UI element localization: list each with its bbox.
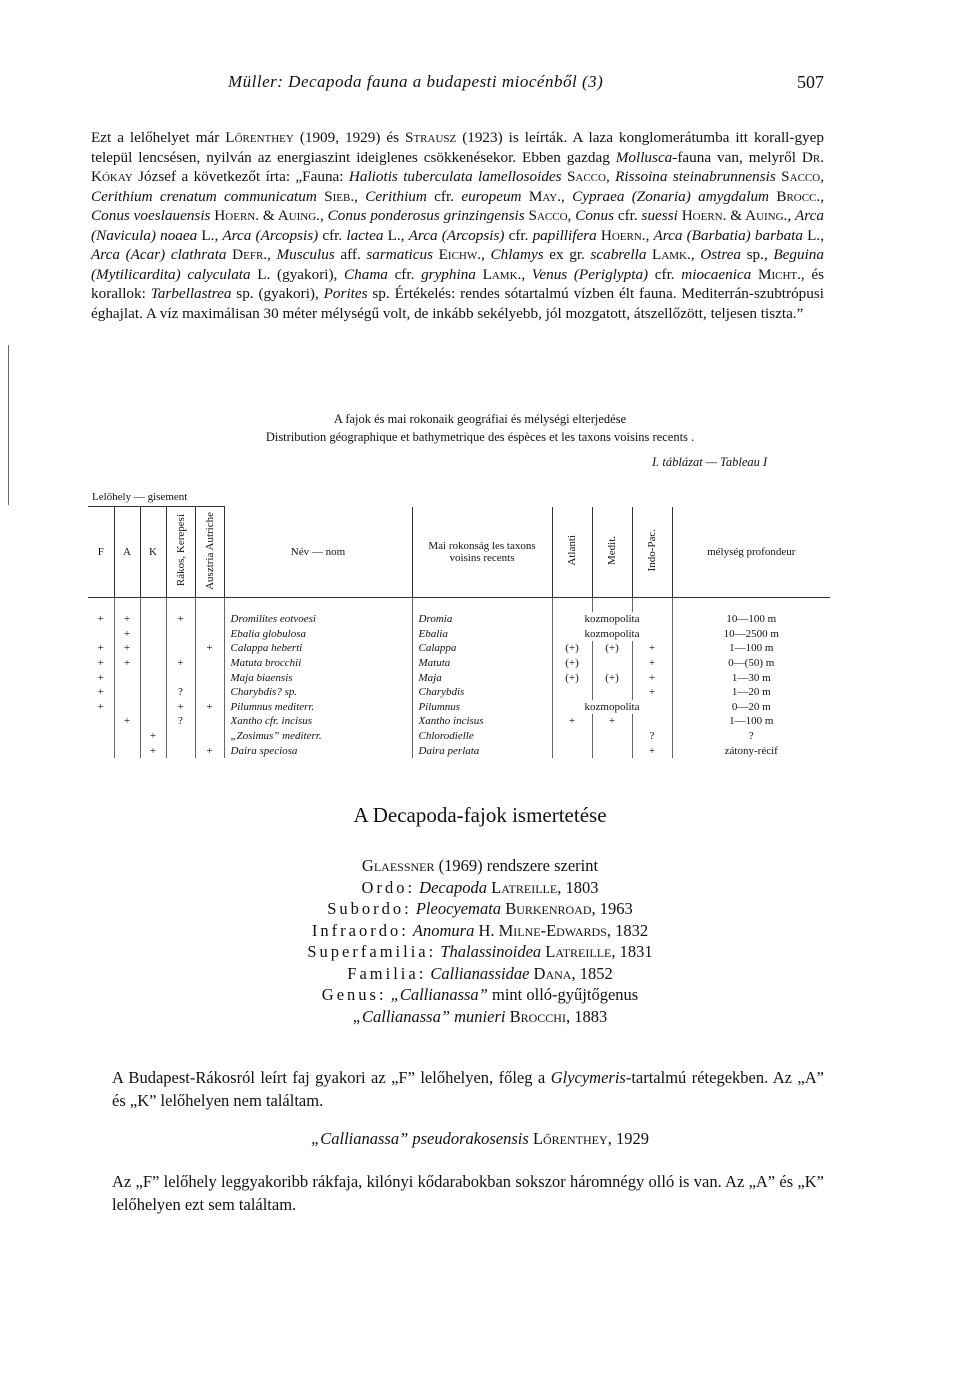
cell-species-name: Charybdis? sp. — [224, 685, 412, 700]
author-name: Glaessner — [361, 856, 435, 875]
taxon-name: Anomura — [412, 920, 475, 940]
cell-austria: + — [195, 743, 224, 758]
taxon-name: Arca (Navicula) noaea — [91, 207, 824, 244]
text-run: A Budapest-Rákosról leírt faj gyakori az „F” lelőhelyen, főleg a — [112, 1068, 551, 1087]
taxon-name: europeum — [461, 187, 522, 205]
author-name: Strausz — [405, 129, 457, 146]
cell-medit — [592, 685, 632, 700]
year: , 1883 — [565, 1006, 608, 1026]
cell-relative: Daira perlata — [412, 743, 552, 758]
cell-medit: (+) — [592, 670, 632, 685]
taxon-name: sarmaticus — [366, 246, 434, 263]
cell-k — [140, 641, 166, 656]
subordo-line — [0, 898, 960, 920]
cell-atlantic: kozmopolita — [552, 612, 672, 627]
author-name: Sacco — [524, 207, 568, 224]
cell-atlantic: + — [552, 714, 592, 729]
infraordo-line — [0, 920, 960, 942]
cell-depth: 10—2500 m — [672, 627, 830, 642]
cell-rakos: + — [166, 612, 195, 627]
genus-line — [0, 984, 960, 1006]
text-run: cfr. — [648, 265, 682, 283]
author-name: Brocchi — [509, 1006, 566, 1026]
author-name: Sieb. — [316, 187, 355, 205]
classification-system — [0, 855, 960, 877]
year: , 1803 — [557, 877, 599, 897]
cell-k — [140, 656, 166, 671]
taxon-name: Porites — [323, 285, 368, 302]
col-header-a: A — [114, 507, 140, 598]
cell-f: + — [97, 642, 104, 655]
table-row — [88, 612, 830, 627]
text-run: (1923) is leírták. A laza konglomerátumba itt korall-gyep települ lencsésen, nyilván az energiaszint ideiglenes csökkenésekor. Ebben gazdag — [91, 129, 824, 166]
text-run: (1969) rendszere szerint — [434, 856, 599, 875]
taxon-name: Arca (Arcopsis) — [408, 226, 505, 244]
cell-medit — [592, 729, 632, 744]
cell-f — [88, 729, 114, 744]
cell-depth: 1—20 m — [672, 685, 830, 700]
cell-a — [114, 670, 140, 685]
author-name: Latreille — [545, 942, 612, 961]
year: , 1852 — [571, 963, 613, 983]
table-row — [88, 656, 830, 671]
text-run: (1909, 1929) és — [293, 129, 405, 146]
author-name: Sacco — [775, 168, 821, 185]
text-run: (gyakori), — [270, 265, 345, 283]
cell-atlantic — [552, 685, 592, 700]
page-number: 507 — [797, 72, 824, 92]
taxon-name: Conus voeslauensis — [91, 207, 211, 224]
taxon-name: Musculus — [276, 246, 335, 263]
cell-species-name: Daira speciosa — [224, 743, 412, 758]
taxon-name: Cypraea (Zonaria) amygdalum — [572, 187, 769, 205]
text-run: „Fauna: — [295, 168, 349, 185]
cell-relative: Xantho incisus — [412, 714, 552, 729]
cell-indopac: + — [632, 670, 672, 685]
species-line — [0, 1006, 960, 1028]
table-row — [88, 641, 830, 656]
cell-atlantic: (+) — [552, 670, 592, 685]
table-label: I. táblázat — Tableau I — [652, 455, 768, 469]
year: , 1963 — [591, 899, 633, 918]
col-header-depth: mélység profondeur — [672, 507, 830, 598]
col-header-medit-label: Medit. — [606, 535, 618, 565]
cell-k — [140, 670, 166, 685]
taxon-name: Mollusca — [615, 148, 673, 166]
cell-a — [114, 743, 140, 758]
cell-austria — [195, 656, 224, 671]
cell-k — [140, 612, 166, 627]
col-header-name: Név — nom — [224, 507, 412, 598]
cell-indopac — [632, 714, 672, 729]
cell-k: + — [140, 743, 166, 758]
taxon-name: gryphina — [421, 265, 476, 283]
group-header-blank — [224, 488, 830, 507]
text-run: ex gr. — [543, 246, 591, 263]
cell-rakos — [166, 729, 195, 744]
cell-medit — [592, 743, 632, 758]
text-run: cfr. — [318, 226, 347, 244]
cell-k — [140, 700, 166, 715]
taxon-name: Beguina (Mytilicardita) calyculata — [91, 246, 824, 283]
cell-rakos: + — [166, 656, 195, 671]
table-row — [88, 700, 830, 715]
author-name: May. — [521, 187, 561, 205]
taxon-name: Conus ponderosus grinzingensis — [327, 207, 525, 224]
cell-rakos: + — [166, 700, 195, 715]
author-name: L. — [802, 226, 821, 244]
cell-austria — [195, 612, 224, 627]
cell-a: + — [114, 641, 140, 656]
cell-a: + — [114, 627, 140, 642]
author-name: Hoern. & Auing. — [677, 207, 788, 224]
text-run: cfr. — [504, 226, 533, 244]
col-header-f: F — [88, 507, 114, 598]
cell-species-name: Maja biaensis — [224, 670, 412, 685]
cell-indopac: + — [632, 743, 672, 758]
author-name: L. — [383, 226, 401, 244]
cell-indopac: ? — [632, 729, 672, 744]
cell-f — [88, 743, 114, 758]
taxon-name: Pleocyemata — [415, 899, 502, 918]
intro-text: Ezt a lelőhelyet már Lőrenthey (1909, 1929) és Strausz (1923) is leírták. A laza konglomerátumba itt korall-gyep települ lencsésen, nyilván az energiaszint ideiglenes csökkenésekor. Ebben gazdag Mollusca-fauna van, melyről Dr. Kókay József a következőt írta: „Fauna: Haliotis tuberculata lamellosoides Sacco, Rissoina steinabrunnensis Sacco, Cerithium crenatum communicatum Sieb., Cerithium cfr. europeum May., Cypraea (Zonaria) amygdalum Brocc., Conus voeslauensis Hoern. & Auing., Conus ponderosus grinzingensis Sacco, Conus cfr. suessi Hoern. & Auing., Arca (Navicula) noaea L., Arca (Arcopsis) cfr. lactea L., Arca (Arcopsis) cfr. papillifera Hoern., Arca (Barbatia) barbata L., Arca (Acar) clathrata Defr., Musculus aff. sarmaticus Eichw., Chlamys ex gr. scabrella Lamk., Ostrea sp., Beguina (Mytilicardita) calyculata L. (gyakori), Chama cfr. gryphina Lamk., Venus (Periglypta) cfr. miocaenica Micht., és korallok: Tarbellastrea sp. (gyakori), Porites sp. Értékelés: rendes sótartalmú vízben élt fauna. Mediterrán-szubtrópusi éghajlat. A víz maximálisan 30 méter mélységű volt, de inkább sekélyebb, jól mozgatott, átszellőzött, teljesen tiszta.” — [91, 129, 825, 322]
fauna-table — [88, 488, 830, 758]
author-name: Micht. — [751, 265, 801, 283]
species-heading-2 — [0, 1129, 960, 1149]
cell-atlantic — [552, 729, 592, 744]
cell-species-name: Dromilites eotvoesi — [224, 612, 412, 627]
cell-k — [140, 714, 166, 729]
col-header-atlantic-label: Atlanti — [566, 534, 578, 566]
col-header-indopac — [632, 507, 672, 598]
cell-atlantic: kozmopolita — [552, 700, 672, 715]
cell-relative: Matuta — [412, 656, 552, 671]
year: , 1832 — [606, 920, 649, 940]
species-remark-1 — [112, 1066, 824, 1112]
table-row — [88, 714, 830, 729]
rank-label: Familia: — [347, 963, 427, 983]
taxon-name: Tarbellastrea — [150, 285, 232, 302]
cell-a — [114, 700, 140, 715]
author-name: L. — [197, 226, 215, 244]
cell-austria — [195, 670, 224, 685]
cell-depth: zátony-récif — [672, 743, 830, 758]
year: , 1831 — [611, 942, 653, 961]
cell-f: + — [97, 671, 104, 684]
taxon-name: Cerithium — [365, 187, 427, 205]
table-group-row — [88, 488, 830, 507]
cell-relative: Pilumnus — [412, 700, 552, 715]
cell-f — [88, 627, 114, 642]
cell-depth: 1—30 m — [672, 670, 830, 685]
table-row — [88, 729, 830, 744]
text-run: sp. — [741, 246, 764, 263]
cell-depth: 0—20 m — [672, 700, 830, 715]
cell-relative: Calappa — [412, 641, 552, 656]
cell-relative: Dromia — [412, 612, 552, 627]
year: , 1929 — [607, 1129, 649, 1148]
col-header-k: K — [140, 507, 166, 598]
taxon-name: Decapoda — [419, 877, 487, 897]
cell-a — [114, 729, 140, 744]
taxon-name: Arca (Arcopsis) — [222, 226, 319, 244]
author-name: Brocc. — [769, 187, 821, 205]
cell-a: + — [114, 612, 140, 627]
table-body — [88, 598, 830, 758]
author-name: Hoern. & Auing. — [210, 207, 320, 224]
cell-k — [140, 685, 166, 700]
author-name: Dana — [533, 963, 572, 983]
taxon-name: Chlamys — [490, 246, 544, 263]
taxon-name: „Callianassa” munieri — [352, 1006, 506, 1026]
taxon-name: Rissoina steinabrunnensis — [615, 168, 776, 185]
table-row — [88, 627, 830, 642]
cell-rakos — [166, 627, 195, 642]
text-run: sp. Értékelés: rendes sótartalmú vízben élt fauna. Mediterrán-szubtrópusi éghajlat. A víz maximálisan 30 méter mélységű volt, de inkább sekélyebb, jól mozgatott, átszellőzött, teljesen tiszta.” — [91, 285, 824, 322]
cell-rakos: ? — [166, 714, 195, 729]
text-run: , és korallok: — [91, 265, 825, 302]
text-run: -tartalmú rétegekben. Az „A” és „K” lelőhelyen nem találtam. — [112, 1068, 824, 1110]
col-header-austria-label: Ausztria Autriche — [203, 511, 216, 590]
cell-relative: Charybdis — [412, 685, 552, 700]
cell-f: + — [97, 613, 104, 626]
col-header-rakos — [166, 507, 195, 598]
author-name: Dr. Kókay — [91, 148, 824, 185]
familia-line — [0, 963, 960, 985]
taxon-name: scabrella — [590, 246, 647, 263]
taxon-name: Venus (Periglypta) — [531, 265, 649, 283]
author-name: Lamk. — [646, 246, 691, 263]
cell-austria — [195, 685, 224, 700]
cell-f: + — [97, 700, 104, 713]
taxon-name: Thalassinoidea — [440, 942, 542, 961]
col-header-rakos-label: Rákos, Kerepesi — [174, 514, 187, 587]
cell-k — [140, 627, 166, 642]
taxon-name: Callianassidae — [430, 963, 530, 983]
cell-indopac: + — [632, 656, 672, 671]
rank-label: Superfamilia: — [307, 942, 437, 961]
col-header-relative: Mai rokonság les taxons voisins recents — [412, 507, 552, 598]
taxon-name: miocaenica — [681, 265, 752, 283]
cell-relative: Chlorodielle — [412, 729, 552, 744]
author-name: Burkenroad — [505, 899, 592, 918]
cell-rakos — [166, 670, 195, 685]
cell-f — [88, 714, 114, 729]
taxon-name: lactea — [346, 226, 384, 244]
text-run: mint olló-gyűjtőgenus — [487, 985, 639, 1004]
section-title: A Decapoda-fajok ismertetése — [353, 803, 607, 827]
rank-label: Genus: — [321, 985, 387, 1004]
cell-k: + — [140, 729, 166, 744]
cell-atlantic: (+) — [552, 641, 592, 656]
cell-species-name: Ebalia globulosa — [224, 627, 412, 642]
cell-species-name: Calappa heberti — [224, 641, 412, 656]
table-spacer-row — [88, 598, 830, 613]
taxon-name: papillifera — [532, 226, 597, 244]
cell-medit — [592, 656, 632, 671]
cell-indopac: + — [632, 685, 672, 700]
rank-label: Subordo: — [327, 899, 412, 918]
cell-species-name: „Zosimus” mediterr. — [224, 729, 412, 744]
cell-rakos — [166, 641, 195, 656]
text-run: cfr. — [426, 187, 462, 205]
cell-f: + — [97, 657, 104, 670]
cell-depth: 1—100 m — [672, 641, 830, 656]
taxon-name: Glycymeris — [550, 1068, 626, 1087]
rank-label: Infraordo: — [311, 920, 409, 940]
cell-f: + — [97, 686, 104, 699]
cell-species-name: Pilumnus mediterr. — [224, 700, 412, 715]
taxon-name: Ostrea — [700, 246, 742, 263]
taxon-name: Chama — [344, 265, 388, 283]
cell-depth: ? — [672, 729, 830, 744]
text-run: Ezt a lelőhelyet már — [91, 129, 226, 146]
cell-species-name: Xantho cfr. incisus — [224, 714, 412, 729]
taxon-name: Arca (Acar) clathrata — [91, 246, 227, 263]
cell-a — [114, 685, 140, 700]
author-name: Latreille — [491, 877, 558, 897]
cell-rakos: ? — [166, 685, 195, 700]
page-header — [228, 72, 824, 92]
author-name: Defr. — [226, 246, 268, 263]
table-row — [88, 670, 830, 685]
taxon-name: Haliotis tuberculata lamellosoides — [348, 168, 562, 185]
table-header-row — [88, 507, 830, 598]
cell-a: + — [114, 656, 140, 671]
col-header-austria — [195, 507, 224, 598]
table-row — [88, 685, 830, 700]
cell-species-name: Matuta brocchii — [224, 656, 412, 671]
author-name: Lőrenthey — [532, 1129, 608, 1148]
taxon-name: „Callianassa” — [390, 985, 488, 1004]
text-run: aff. — [334, 246, 367, 263]
taxon-name: Cerithium crenatum communicatum — [91, 187, 317, 205]
intro-paragraph — [91, 128, 824, 323]
text-run: -fauna van, melyről — [672, 148, 802, 166]
species-remark-2: Az „F” lelőhely leggyakoribb rákfaja, kilónyi kődarabokban sokszor háromnégy olló is van. Az „A” és „K” lelőhelyen ezt sem találtam. — [112, 1172, 824, 1214]
author-name: Eichw. — [433, 246, 482, 263]
taxon-name: „Callianassa” pseudorakosensis — [311, 1129, 529, 1148]
distribution-table — [88, 488, 830, 758]
taxon-name: suessi — [641, 207, 678, 224]
cell-atlantic — [552, 743, 592, 758]
author-name: Hoern. — [596, 226, 646, 244]
cell-depth: 0—(50) m — [672, 656, 830, 671]
cell-austria — [195, 729, 224, 744]
superfamilia-line — [0, 941, 960, 963]
author-name: H. Milne-Edwards — [478, 920, 607, 940]
cell-atlantic: kozmopolita — [552, 627, 672, 642]
text-run: cfr. — [387, 265, 422, 283]
taxonomy-block — [0, 855, 960, 1027]
cell-medit: + — [592, 714, 632, 729]
cell-austria — [195, 714, 224, 729]
cell-austria: + — [195, 641, 224, 656]
table-row — [88, 743, 830, 758]
cell-indopac: + — [632, 641, 672, 656]
cell-relative: Maja — [412, 670, 552, 685]
col-header-medit — [592, 507, 632, 598]
cell-relative: Ebalia — [412, 627, 552, 642]
rank-label: Ordo: — [361, 877, 416, 897]
author-name: Lamk. — [475, 265, 522, 283]
text-run: József a következőt írta: — [132, 168, 296, 185]
cell-depth: 1—100 m — [672, 714, 830, 729]
cell-medit: (+) — [592, 641, 632, 656]
table-caption-fr: Distribution géographique et bathymetrique des éspèces et les taxons voisins recents . — [265, 430, 695, 444]
ordo-line — [0, 877, 960, 899]
running-title: Müller: Decapoda fauna a budapesti miocénből (3) — [228, 72, 604, 91]
col-header-indopac-label: Indo-Pac. — [646, 529, 658, 572]
author-name: L. — [250, 265, 271, 283]
text-run: sp. (gyakori), — [231, 285, 324, 302]
group-header-gisement: Lelőhely — gisement — [88, 488, 224, 507]
cell-atlantic: (+) — [552, 656, 592, 671]
taxon-name: Conus — [575, 207, 615, 224]
text-run: cfr. — [614, 207, 642, 224]
col-header-atlantic — [552, 507, 592, 598]
taxon-name: Arca (Barbatia) barbata — [653, 226, 803, 244]
cell-depth: 10—100 m — [672, 612, 830, 627]
cell-rakos — [166, 743, 195, 758]
cell-a: + — [114, 714, 140, 729]
author-name: Lőrenthey — [225, 129, 294, 146]
table-caption-hu: A fajok és mai rokonaik geográfiai és mélységi elterjedése — [333, 412, 627, 426]
author-name: Sacco — [561, 168, 606, 185]
cell-austria — [195, 627, 224, 642]
cell-austria: + — [195, 700, 224, 715]
